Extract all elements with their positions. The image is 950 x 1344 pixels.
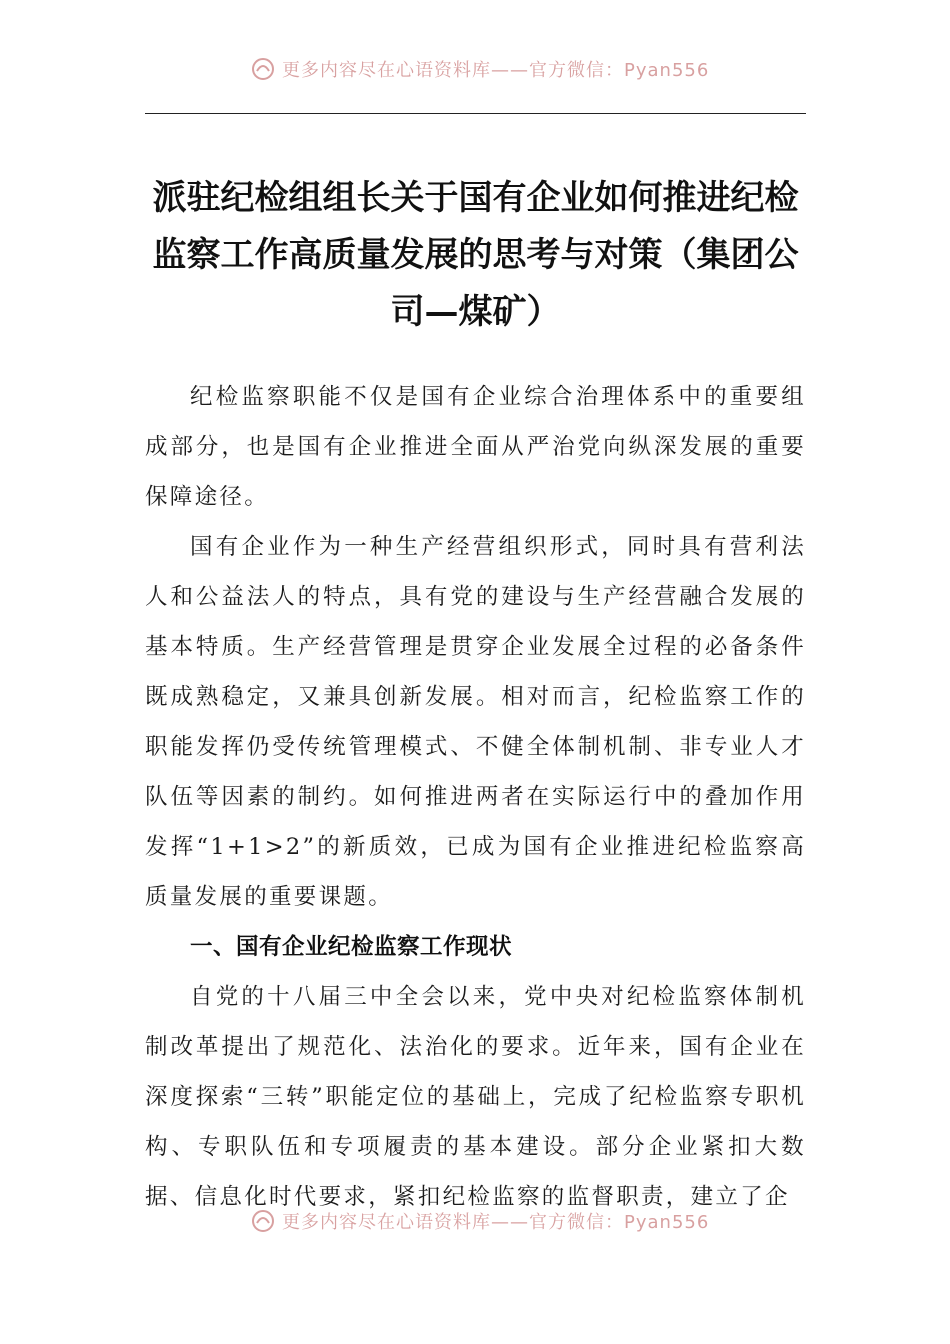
watermark-logo-icon [250,1208,276,1234]
section-heading: 一、国有企业纪检监察工作现状 [190,934,513,960]
document-title: 派驻纪检组组长关于国有企业如何推进纪检监察工作高质量发展的思考与对策（集团公司—煤矿） [152,178,799,332]
paragraph-1: 纪检监察职能不仅是国有企业综合治理体系中的重要组成部分，也是国有企业推进全面从严治党向纵深发展的重要保障途径。 [145,384,806,510]
watermark-text: 更多内容尽在心语资料库——官方微信：Pyan556 [282,1212,710,1233]
watermark-bottom [250,1206,750,1236]
document-body [145,372,806,1222]
header-rule [145,113,806,114]
section-paragraph: 自党的十八届三中全会以来，党中央对纪检监察体制机制改革提出了规范化、法治化的要求。近年来，国有企业在深度探索“三转”职能定位的基础上，完成了纪检监察专职机构、专职队伍和专项履责的基本建设。部分企业紧扣大数据、信息化时代要求，紧扣纪检监察的监督职责，建立了企 [145,984,806,1210]
watermark-text: 更多内容尽在心语资料库——官方微信：Pyan556 [282,60,710,81]
paragraph-2: 国有企业作为一种生产经营组织形式，同时具有营利法人和公益法人的特点，具有党的建设与生产经营融合发展的基本特质。生产经营管理是贯穿企业发展全过程的必备条件既成熟稳定，又兼具创新发展。相对而言，纪检监察工作的职能发挥仍受传统管理模式、不健全体制机制、非专业人才队伍等因素的制约。如何推进两者在实际运行中的叠加作用发挥“1+1>2”的新质效，已成为国有企业推进纪检监察高质量发展的重要课题。 [145,534,806,910]
watermark-logo-icon [250,56,276,82]
watermark-top [250,54,750,84]
